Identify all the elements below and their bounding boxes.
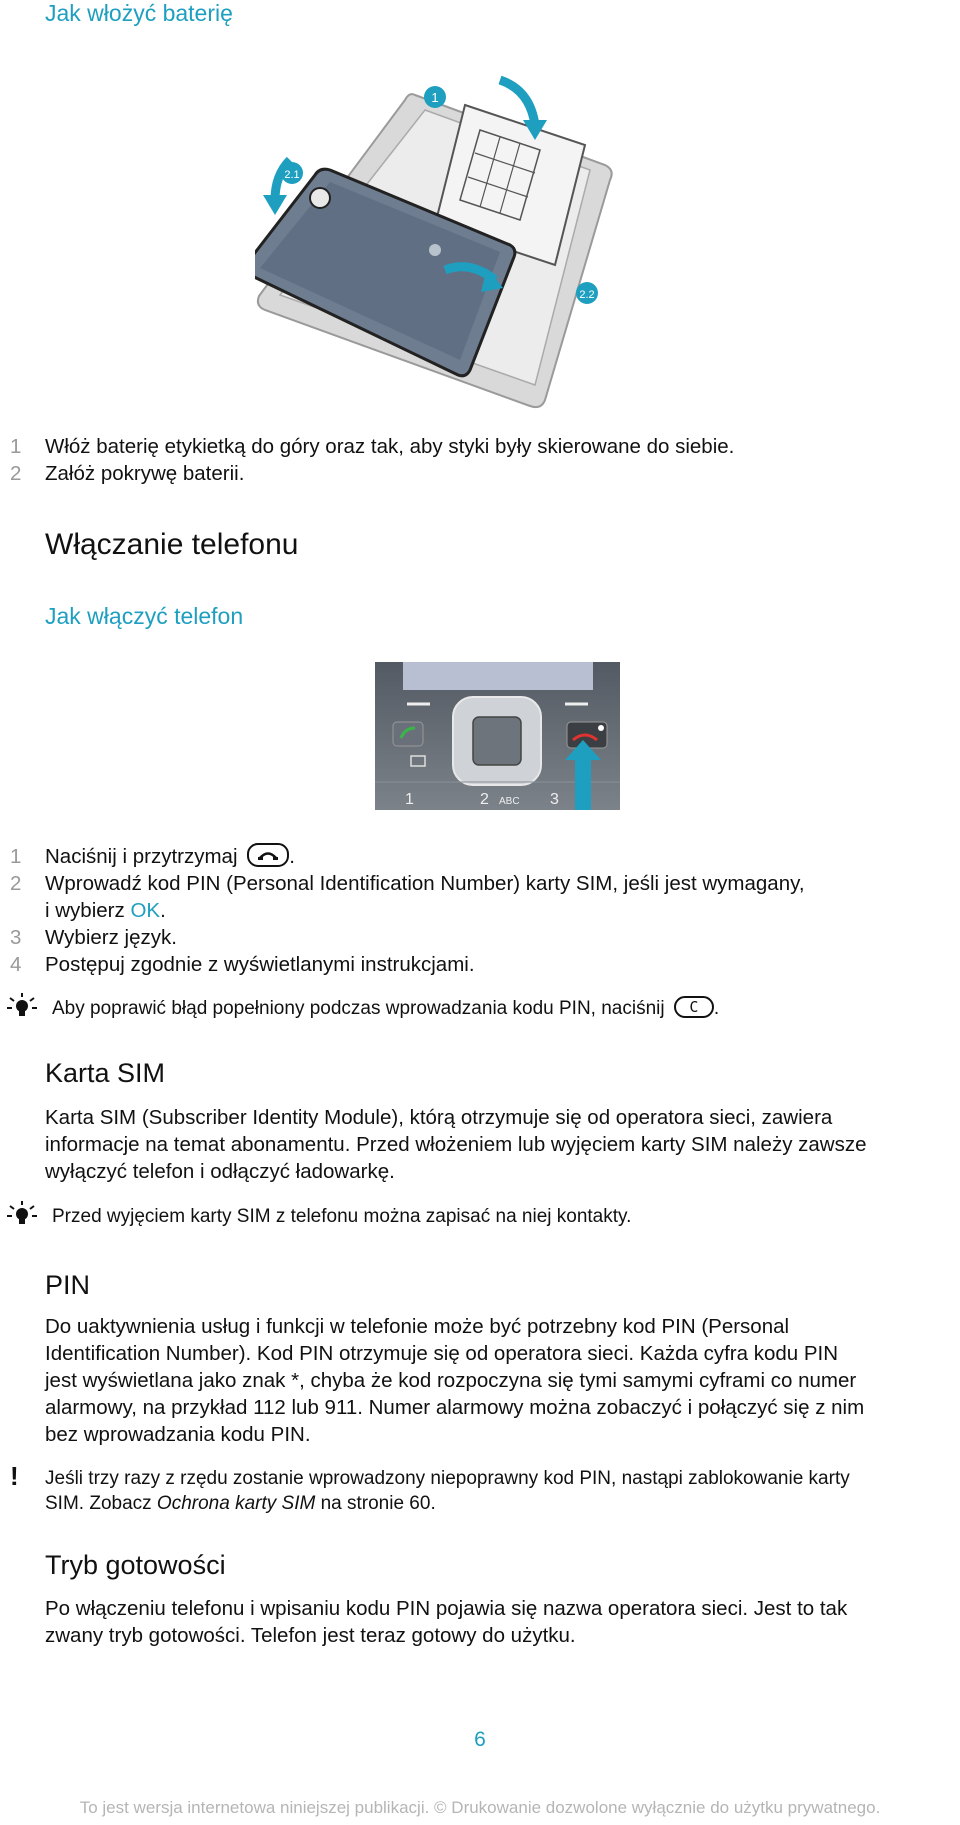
paragraph-line: wyłączyć telefon i odłączyć ładowarkę.	[45, 1160, 395, 1183]
page-number: 6	[474, 1728, 486, 1751]
step-number: 2	[10, 462, 22, 485]
step-number: 4	[10, 953, 22, 976]
sim-paragraph	[45, 1104, 867, 1185]
tip-suffix: .	[713, 998, 720, 1019]
pin-paragraph	[45, 1313, 864, 1448]
paragraph-line: Po włączeniu telefonu i wpisaniu kodu PIN pojawia się nazwa operatora sieci. Jest to tak	[45, 1597, 848, 1620]
step-text: i wybierz	[45, 899, 125, 922]
paragraph-line: bez wprowadzania kodu PIN.	[45, 1423, 311, 1446]
paragraph-line: alarmowy, na przykład 112 lub 911. Numer alarmowy można zobaczyć i połączyć się z nim	[45, 1396, 865, 1419]
tip-note: Przed wyjęciem karty SIM z telefonu można zapisać na niej kontakty.	[52, 1206, 632, 1227]
warning-text: na stronie 60.	[315, 1493, 436, 1514]
page-footer: To jest wersja internetowa niniejszej publikacji. © Drukowanie dozwolone wyłącznie do użytku prywatnego.	[79, 1798, 881, 1817]
step-number: 1	[10, 435, 22, 458]
step-text: Wybierz język.	[45, 926, 177, 949]
paragraph-line: zwany tryb gotowości. Telefon jest teraz gotowy do użytku.	[45, 1624, 576, 1647]
lightbulb-icon	[6, 992, 38, 1022]
step-suffix: .	[160, 899, 166, 922]
figure-label-1: 1	[431, 90, 439, 105]
step-text: Załóż pokrywę baterii.	[45, 462, 245, 485]
section-heading-power-on: Włączanie telefonu	[45, 528, 299, 561]
step-suffix: .	[289, 845, 295, 868]
cross-reference: Ochrona karty SIM	[156, 1493, 316, 1514]
tip-text: Aby poprawić błąd popełniony podczas wprowadzania kodu PIN, naciśnij	[52, 998, 665, 1019]
keypad-label-3: 3	[550, 791, 559, 808]
step-text: Postępuj zgodnie z wyświetlanymi instrukcjami.	[45, 953, 475, 976]
tip-note	[52, 996, 719, 1021]
step-number: 1	[10, 845, 22, 868]
keypad-label-abc: ABC	[499, 796, 520, 807]
section-heading-sim: Karta SIM	[45, 1058, 166, 1088]
warning-text: SIM. Zobacz	[45, 1493, 157, 1514]
paragraph-line: jest wyświetlana jako znak *, chyba że kod rozpoczyna się tymi samymi cyframi co numer	[45, 1369, 857, 1392]
paragraph-line: informacje na temat abonamentu. Przed włożeniem lub wyjęciem karty SIM należy zawsze	[45, 1133, 867, 1156]
step-text-wrap	[45, 843, 295, 870]
step-number: 2	[10, 872, 22, 895]
ok-softkey-label: OK	[130, 899, 161, 922]
subheading-power-on: Jak włączyć telefon	[45, 603, 244, 629]
section-heading-standby: Tryb gotowości	[45, 1550, 226, 1580]
c-key-icon	[674, 996, 714, 1018]
lightbulb-icon	[6, 1200, 38, 1230]
step-text: Naciśnij i przytrzymaj	[45, 845, 238, 868]
step-text: Włóż baterię etykietką do góry oraz tak, aby styki były skierowane do siebie.	[45, 435, 735, 458]
phone-keypad-illustration	[375, 662, 620, 810]
step-number: 3	[10, 926, 22, 949]
battery-heading: Jak włożyć baterię	[45, 0, 233, 26]
standby-paragraph	[45, 1595, 847, 1649]
paragraph-line: Do uaktywnienia usług i funkcji w telefonie może być potrzebny kod PIN (Personal	[45, 1315, 790, 1338]
figure-label-2-1: 2.1	[284, 169, 300, 181]
keypad-label-2: 2	[480, 791, 489, 808]
exclamation-icon: !	[10, 1461, 19, 1491]
warning-line: Jeśli trzy razy z rzędu zostanie wprowadzony niepoprawny kod PIN, nastąpi zablokowanie karty	[45, 1468, 850, 1489]
step-text: Wprowadź kod PIN (Personal Identification Number) karty SIM, jeśli jest wymagany,	[45, 872, 805, 895]
battery-illustration	[255, 70, 615, 410]
figure-label-2-2: 2.2	[579, 289, 595, 301]
c-key-label: C	[689, 998, 699, 1016]
keypad-label-1: 1	[405, 791, 414, 808]
warning-note	[45, 1466, 850, 1516]
step-text-wrap	[45, 897, 166, 924]
section-heading-pin: PIN	[45, 1270, 91, 1300]
paragraph-line: Karta SIM (Subscriber Identity Module), którą otrzymuje się od operatora sieci, zawiera	[45, 1106, 833, 1129]
end-call-key-icon	[247, 843, 289, 867]
paragraph-line: Identification Number). Kod PIN otrzymuje się od operatora sieci. Każda cyfra kodu PIN	[45, 1342, 839, 1365]
warning-line	[45, 1491, 850, 1516]
